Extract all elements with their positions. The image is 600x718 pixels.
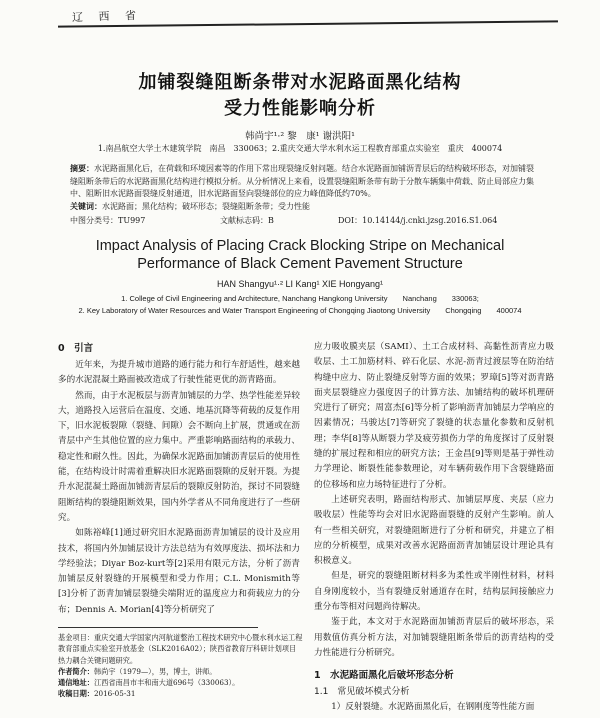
body-paragraph: 如陈裕峰[1]通过研究旧水泥路面沥青加铺层的设计及应用技术，将国内外加铺层设计方法总结为有效厚度法、损坏法和力学经验法；Diyar Boz-kurt等[2]采用有限元方法，分析了沥青加铺层反射裂缝的开展模型和受力作用；C.L. Monismith等[3]分析了沥青加铺层裂缝尖端附近的温度应力和荷载应力的分布；Dennis A. Morian[4]等分析研究了: [58, 528, 300, 615]
footnote-contact: 通信地址：江西省南昌市丰和南大道696号（330063）。: [58, 678, 240, 688]
abstract-label: 摘要：: [70, 164, 94, 173]
footnote-author: 作者简介：韩尚宇（1979—），男，博士，讲师。: [58, 666, 217, 676]
body-paragraph: 应力吸收膜夹层（SAMI）、土工合成材料、高黏性沥青应力吸收层、土工加筋材料、碎石化层、水泥-沥青过渡层等在防治结构缝中应力、防止裂缝反射等方面的效果；罗璋[5]等对沥青路面夹层裂缝应力强度因子的计算方法、加铺结构的破坏机理研究进行了研究；周富杰[6]等分析了影响沥青加铺层力学响应的因素情况；马骏达[7]等研究了裂缝的状态量化参数和反射机理；李华[8]等从断裂力学及疲劳损伤力学的角度探讨了反射裂缝的扩展过程和相应的研究方法；王金昌[9]等则是基于弹性动力学理论、断裂性能参数理论，对车辆荷载作用下含裂缝路面的位移场和应力场特征进行了分析。: [314, 342, 554, 490]
title-cn-line1: 加铺裂缝阻断条带对水泥路面黑化结构: [138, 72, 462, 93]
journal-header-left: 辽 西 省: [71, 8, 143, 25]
affiliation-en-line2: 2. Key Laboratory of Water Resources and Water Transport Engineering of Chongqing Jiaotong University Chongqing 400074: [78, 305, 522, 315]
body-paragraph: 1）反射裂缝。水泥路面黑化后，在钢刚度等性能方面: [331, 702, 535, 713]
body-paragraph: 鉴于此，本文对于水泥路面加铺沥青层后的破坏形态，采用数值仿真分析方法，对加铺裂缝阻断条带后的沥青结构的受力性能进行分析研究。: [314, 617, 554, 658]
footnote: [58, 632, 308, 700]
affiliation-en-line1: 1. College of Civil Engineering and Architecture, Nanchang Hangkong University Nanchang 330063;: [121, 294, 479, 303]
affiliation-cn: 1.南昌航空大学土木建筑学院 南昌 330063；2.重庆交通大学水利水运工程教育部重点实验室 重庆 400074: [97, 144, 503, 153]
title-cn-line2: 受力性能影响分析: [224, 98, 376, 119]
footnote-received: 收稿日期：2016-05-31: [58, 689, 136, 699]
body-paragraph: 上述研究表明，路面结构形式、加铺层厚度、夹层（应力吸收层）性能等均会对旧水泥路面裂缝的反射产生影响。前人有一些相关研究，对裂缝阻断进行了分析和研究，并建立了相应的分析模型，成果对改善水泥路面沥青加铺层设计理论具有积极意义。: [314, 494, 554, 567]
affiliation-en: [40, 293, 560, 316]
clc-number: 中图分类号：TU997: [70, 216, 146, 225]
title-en: [60, 237, 540, 273]
document-code: 文献标志码：B: [220, 216, 274, 225]
footnote-fund-cont: 热力耦合关键问题研究。: [58, 655, 138, 665]
section-1-heading: 1 水泥路面黑化后破坏形态分析: [314, 670, 454, 682]
section-0-heading: 0 引言: [58, 343, 94, 354]
doi: DOI：10.14144/j.cnki.jzsg.2016.S1.064: [338, 216, 498, 225]
body-right-column: [314, 340, 554, 716]
keywords-text: 水泥路面；黑化结构；破坏形态；裂缝阻断条带；受力性能: [102, 201, 310, 211]
abstract-cn: [70, 163, 540, 213]
body-left-column: [58, 340, 300, 618]
keywords-label: 关键词：: [70, 201, 102, 211]
body-paragraph: 然而，由于水泥板层与沥青加铺层的力学、热学性能差异较大，道路投入运营后在温度、交通、地基沉降等荷载的反复作用下，旧水泥板裂隙（裂缝、间隙）会不断向上扩展，贯通或在沥青层中产生其他位置的应力集中。严重影响路面结构的承载力、稳定性和耐久性。因此，为确保水泥路面加铺沥青层后的使用性能，在结构设计时需着重解决旧水泥路面裂隙的反射开裂。为提升水泥混凝土路面加铺沥青层后的裂隙反射防治，探讨不同裂缝阻断结构的裂缝阻断效果，国内外学者从不同角度进行了一些研究。: [58, 390, 300, 523]
authors-en: HAN Shangyu¹·² LI Kang¹ XIE Hongyang¹: [216, 279, 384, 289]
authors-cn: 韩尚宇¹·² 黎 康¹ 谢洪阳¹: [245, 131, 355, 142]
journal-header: [0, 0, 600, 30]
section-1-1-heading: 1.1 常见破坏模式分析: [314, 687, 410, 698]
footnote-fund: 基金项目：重庆交通大学国家内河航道整治工程技术研究中心暨水利水运工程教育部重点实验室开放基金（SLK2016A02）；陕西省教育厅科研计划项目: [58, 633, 303, 654]
body-paragraph: 但是，研究的裂缝阻断材料多为柔性或半刚性材料，材料自身刚度较小，当有裂缝反射通道存在时，结构层间接触应力重分布等相对问题尚待解决。: [314, 571, 554, 613]
title-en-line2: Performance of Black Cement Pavement Structure: [137, 256, 463, 272]
body-paragraph: 近年来，为提升城市道路的通行能力和行车舒适性，越来越多的水泥混凝土路面被改造成了行驶性能更优的沥青路面。: [58, 360, 300, 386]
abstract-text: 水泥路面黑化后，在荷载和环境因素等的作用下常出现裂缝反射问题。结合水泥路面加铺沥青层后的结构破坏形态，对加铺裂缝阻断条带后的水泥路面黑化结构进行模拟分析。从分析情况上来看，设置裂缝阻断条带有助于分散车辆集中荷载、防止局部应力集中、阻断旧水泥路面裂缝反射通道，旧水泥路面竖向裂缝部位的应力峰值降低约70%。: [70, 164, 534, 198]
footnote-rule: [58, 627, 258, 628]
title-en-line1: Impact Analysis of Placing Crack Blocking Stripe on Mechanical: [95, 238, 505, 254]
